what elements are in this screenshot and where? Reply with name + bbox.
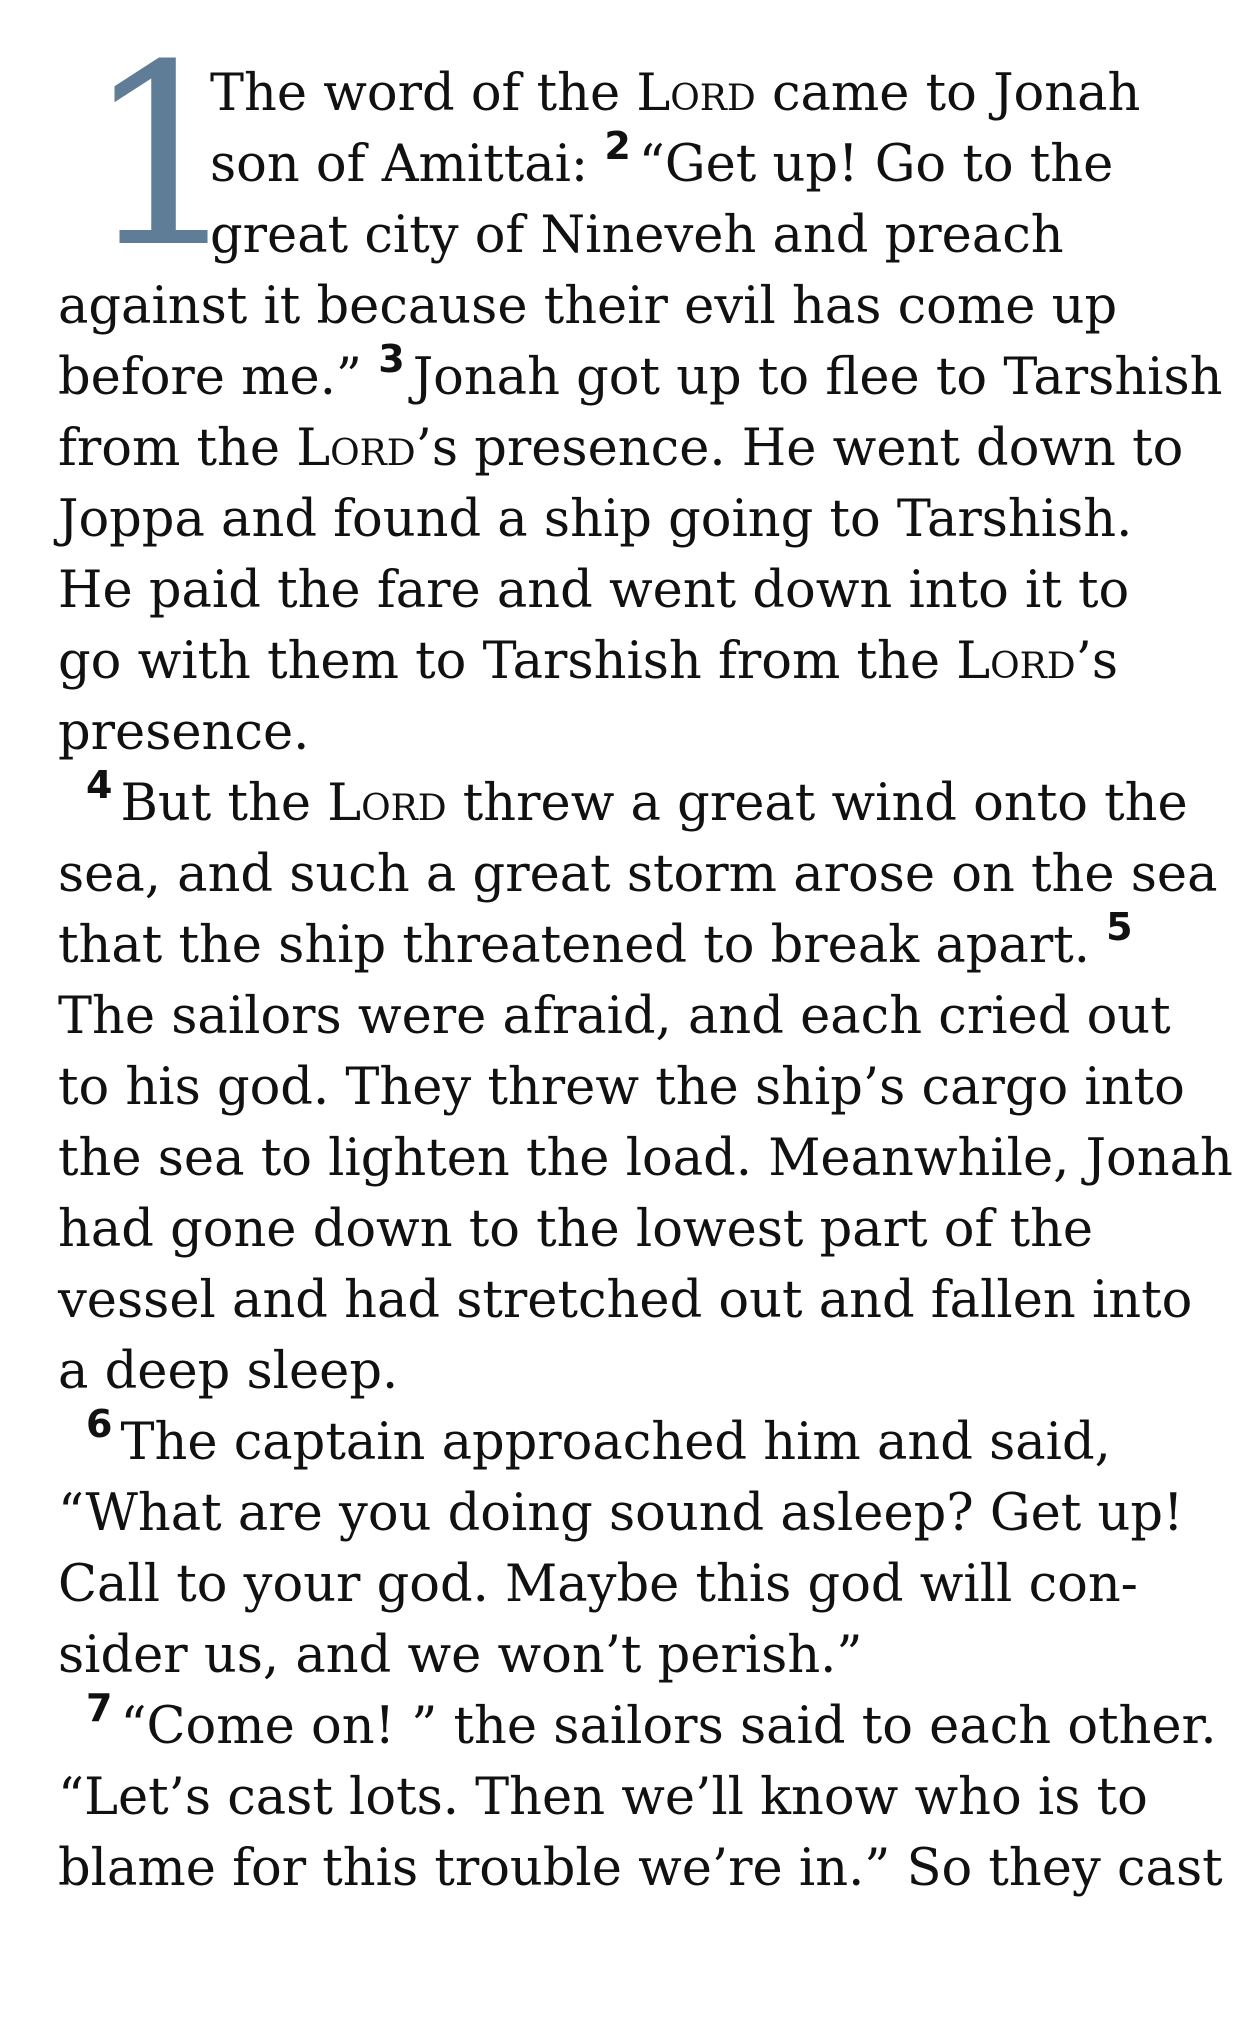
text-line <box>58 200 1188 271</box>
verse-text: Joppa and found a ship going to Tarshish. <box>58 490 1133 549</box>
text-line <box>58 555 1188 626</box>
verse-text: from the <box>58 419 297 478</box>
text-line <box>58 1833 1223 1904</box>
text-line <box>58 124 1188 200</box>
verse-number: 3 <box>378 337 405 381</box>
divine-name: Lord <box>636 64 756 123</box>
text-line <box>58 763 1188 839</box>
verse-text: ’s <box>1075 632 1119 691</box>
verse-text: son of Amittai: <box>210 135 605 194</box>
verse-text: before me.” <box>58 348 379 407</box>
verse-text: the sea to lighten the load. Meanwhile, Jonah <box>58 1129 1233 1188</box>
text-line <box>58 905 1188 981</box>
verse-text: “What are you doing sound asleep? Get up! <box>58 1484 1184 1543</box>
verse-text: a deep sleep. <box>58 1342 399 1401</box>
text-line <box>58 413 1188 484</box>
verse-text: great city of Nineveh and preach <box>210 206 1064 265</box>
verse-number: 4 <box>86 763 113 807</box>
text-line <box>58 1478 1188 1549</box>
verse-text: had gone down to the lowest part of the <box>58 1200 1094 1259</box>
verse-text: came to Jonah <box>755 64 1141 123</box>
text-line <box>58 1762 1188 1833</box>
verse-text: But the <box>120 774 328 833</box>
verse-text: “Let’s cast lots. Then we’ll know who is to <box>58 1768 1148 1827</box>
verse-number: 2 <box>604 124 631 168</box>
text-line <box>58 1194 1188 1265</box>
verse-text: that the ship threatened to break apart. <box>58 916 1107 975</box>
text-line <box>58 697 1188 768</box>
text-line <box>58 1686 1217 1762</box>
scripture-page <box>58 0 1233 2040</box>
verse-text: Call to your god. Maybe this god will con- <box>58 1555 1138 1614</box>
verse-number: 7 <box>86 1686 113 1730</box>
divine-name: Lord <box>296 419 416 478</box>
text-line <box>58 337 1223 413</box>
verse-text: “Come on! ” the sailors said to each other. <box>120 1697 1217 1756</box>
verse-text: vessel and had stretched out and fallen into <box>58 1271 1193 1330</box>
chapter-text <box>58 0 1233 1904</box>
text-line <box>58 1265 1193 1336</box>
text-line <box>58 271 1188 342</box>
text-line <box>58 1052 1188 1123</box>
verse-number: 6 <box>86 1402 113 1446</box>
verse-text: He paid the fare and went down into it to <box>58 561 1130 620</box>
text-line <box>58 1402 1188 1478</box>
verse-text: against it because their evil has come up <box>58 277 1118 336</box>
divine-name: Lord <box>956 632 1076 691</box>
verse-text: ’s presence. He went down to <box>415 419 1184 478</box>
text-line <box>58 839 1218 910</box>
chapter-number: 1 <box>84 11 244 302</box>
verse-text: “Get up! Go to the <box>638 135 1114 194</box>
text-line <box>58 1123 1233 1194</box>
text-line <box>58 981 1188 1052</box>
verse-text: go with them to Tarshish from the <box>58 632 957 691</box>
text-line <box>58 1549 1188 1620</box>
text-line <box>58 0 1188 129</box>
verse-text: to his god. They threw the ship’s cargo into <box>58 1058 1185 1117</box>
verse-text: The word of the <box>210 64 637 123</box>
divine-name: Lord <box>327 774 447 833</box>
verse-text: The captain approached him and said, <box>120 1413 1111 1472</box>
verse-text: presence. <box>58 703 310 762</box>
verse-text: sider us, and we won’t perish.” <box>58 1626 863 1685</box>
verse-number: 5 <box>1106 905 1133 949</box>
verse-text: blame for this trouble we’re in.” So they cast <box>58 1839 1223 1898</box>
text-line <box>58 484 1188 555</box>
verse-text: threw a great wind onto the <box>446 774 1188 833</box>
text-line <box>58 626 1188 697</box>
verse-text: sea, and such a great storm arose on the sea <box>58 845 1218 904</box>
verse-text: The sailors were afraid, and each cried out <box>58 987 1171 1046</box>
text-line <box>58 1620 1188 1691</box>
verse-text: Jonah got up to flee to Tarshish <box>412 348 1223 407</box>
text-line <box>58 1336 1188 1407</box>
